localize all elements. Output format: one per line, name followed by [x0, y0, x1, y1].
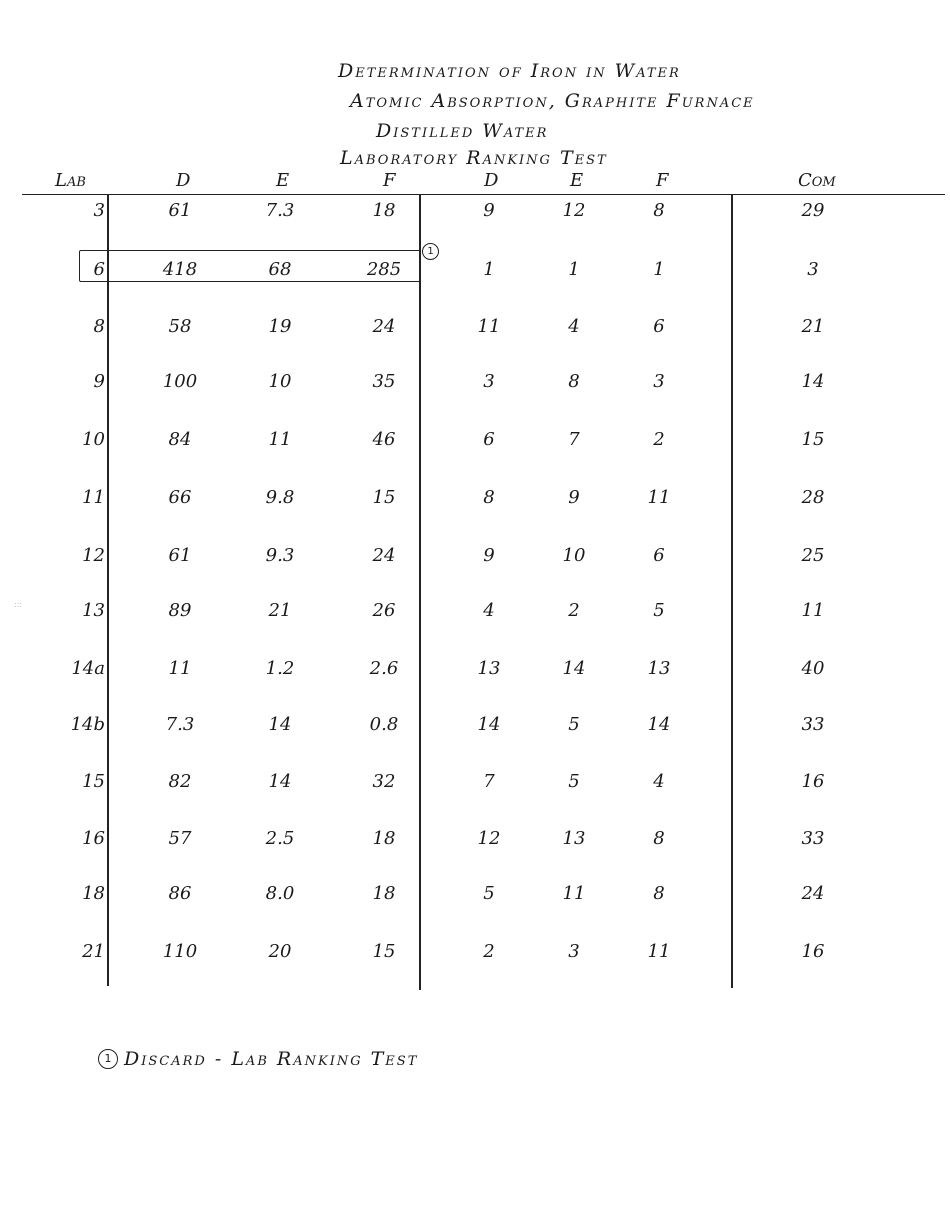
footnote-marker: 1: [98, 1049, 118, 1069]
cell-rank-e: 1: [568, 259, 580, 280]
cell-d: 66: [168, 487, 192, 508]
cell-rank-d: 14: [477, 714, 501, 735]
cell-d: 11: [168, 658, 192, 679]
cell-com: 16: [801, 941, 825, 962]
cell-e: 10: [268, 371, 292, 392]
divider-lab: [107, 194, 109, 986]
cell-e: 11: [268, 429, 292, 450]
cell-rank-e: 9: [568, 487, 580, 508]
cell-d: 58: [168, 316, 192, 337]
cell-d: 86: [168, 883, 192, 904]
header-d: D: [176, 170, 191, 191]
cell-e: 9.8: [265, 487, 295, 508]
cell-f: 2.6: [369, 658, 399, 679]
cell-e: 9.3: [265, 545, 295, 566]
scan-artifact: :::: [14, 600, 23, 609]
cell-rank-f: 1: [653, 259, 665, 280]
cell-rank-f: 2: [653, 429, 665, 450]
header-rule: [22, 194, 945, 195]
cell-rank-e: 4: [568, 316, 580, 337]
cell-d: 61: [168, 545, 192, 566]
header-f: F: [383, 170, 396, 191]
cell-com: 15: [801, 429, 825, 450]
cell-rank-f: 8: [653, 883, 665, 904]
cell-e: 14: [268, 714, 292, 735]
cell-e: 21: [268, 600, 292, 621]
header-rank-e: E: [570, 170, 584, 191]
header-rank-d: D: [484, 170, 499, 191]
cell-com: 29: [801, 200, 825, 221]
cell-rank-f: 6: [653, 545, 665, 566]
cell-f: 35: [372, 371, 396, 392]
cell-rank-f: 6: [653, 316, 665, 337]
cell-rank-d: 8: [483, 487, 495, 508]
cell-f: 0.8: [369, 714, 399, 735]
cell-d: 418: [162, 259, 198, 280]
cell-f: 285: [366, 259, 402, 280]
cell-f: 18: [372, 200, 396, 221]
cell-rank-d: 13: [477, 658, 501, 679]
cell-e: 8.0: [265, 883, 295, 904]
cell-com: 16: [801, 771, 825, 792]
cell-lab: 9: [93, 371, 105, 392]
title-line-1: Determination of Iron in Water: [338, 60, 681, 82]
cell-rank-e: 5: [568, 771, 580, 792]
cell-lab: 3: [93, 200, 105, 221]
cell-f: 24: [372, 316, 396, 337]
cell-e: 68: [268, 259, 292, 280]
title-line-2: Atomic Absorption, Graphite Furnace: [350, 90, 755, 112]
cell-rank-e: 3: [568, 941, 580, 962]
cell-rank-d: 7: [483, 771, 495, 792]
cell-lab: 11: [82, 487, 105, 508]
cell-d: 84: [168, 429, 192, 450]
cell-lab: 10: [82, 429, 105, 450]
cell-d: 110: [162, 941, 198, 962]
cell-rank-e: 10: [562, 545, 586, 566]
cell-rank-e: 14: [562, 658, 586, 679]
cell-rank-f: 4: [653, 771, 665, 792]
cell-d: 61: [168, 200, 192, 221]
cell-d: 89: [168, 600, 192, 621]
cell-com: 21: [801, 316, 825, 337]
cell-rank-e: 8: [568, 371, 580, 392]
divider-ranks: [731, 194, 733, 988]
cell-rank-d: 11: [477, 316, 501, 337]
footnote-text: Discard - Lab Ranking Test: [124, 1048, 419, 1070]
cell-rank-e: 2: [568, 600, 580, 621]
header-rank-f: F: [656, 170, 669, 191]
cell-rank-f: 13: [647, 658, 671, 679]
cell-e: 19: [268, 316, 292, 337]
cell-com: 33: [801, 828, 825, 849]
cell-e: 20: [268, 941, 292, 962]
cell-rank-d: 6: [483, 429, 495, 450]
cell-lab: 14b: [70, 714, 105, 735]
cell-lab: 6: [93, 259, 105, 280]
cell-com: 25: [801, 545, 825, 566]
header-com: Com: [798, 170, 836, 191]
cell-lab: 14a: [71, 658, 105, 679]
cell-rank-f: 11: [647, 941, 671, 962]
cell-f: 32: [372, 771, 396, 792]
cell-rank-f: 8: [653, 200, 665, 221]
cell-f: 15: [372, 487, 396, 508]
cell-rank-f: 14: [647, 714, 671, 735]
cell-com: 11: [801, 600, 825, 621]
cell-com: 24: [801, 883, 825, 904]
cell-d: 7.3: [165, 714, 195, 735]
cell-f: 46: [372, 429, 396, 450]
cell-com: 14: [801, 371, 825, 392]
cell-rank-e: 13: [562, 828, 586, 849]
cell-e: 2.5: [265, 828, 295, 849]
cell-e: 14: [268, 771, 292, 792]
cell-f: 18: [372, 828, 396, 849]
cell-rank-f: 8: [653, 828, 665, 849]
cell-rank-f: 5: [653, 600, 665, 621]
cell-com: 40: [801, 658, 825, 679]
cell-d: 100: [162, 371, 198, 392]
cell-lab: 21: [82, 941, 105, 962]
cell-d: 82: [168, 771, 192, 792]
cell-com: 28: [801, 487, 825, 508]
cell-f: 26: [372, 600, 396, 621]
cell-lab: 15: [82, 771, 105, 792]
cell-lab: 12: [82, 545, 105, 566]
cell-f: 18: [372, 883, 396, 904]
cell-lab: 16: [82, 828, 105, 849]
divider-results: [419, 194, 421, 990]
cell-f: 24: [372, 545, 396, 566]
cell-rank-f: 11: [647, 487, 671, 508]
cell-lab: 18: [82, 883, 105, 904]
cell-d: 57: [168, 828, 192, 849]
cell-rank-d: 9: [483, 200, 495, 221]
header-lab: Lab: [55, 170, 86, 191]
cell-lab: 13: [82, 600, 105, 621]
cell-rank-d: 5: [483, 883, 495, 904]
cell-rank-e: 5: [568, 714, 580, 735]
cell-rank-f: 3: [653, 371, 665, 392]
title-line-3: Distilled Water: [376, 120, 549, 142]
header-e: E: [276, 170, 290, 191]
cell-rank-d: 2: [483, 941, 495, 962]
footnote-marker-table: 1: [422, 243, 439, 260]
cell-rank-e: 11: [562, 883, 586, 904]
cell-rank-d: 1: [483, 259, 495, 280]
cell-rank-d: 4: [483, 600, 495, 621]
cell-lab: 8: [93, 316, 105, 337]
cell-f: 15: [372, 941, 396, 962]
cell-rank-d: 12: [477, 828, 501, 849]
cell-com: 33: [801, 714, 825, 735]
title-line-4: Laboratory Ranking Test: [340, 147, 608, 169]
cell-rank-d: 3: [483, 371, 495, 392]
cell-rank-e: 12: [562, 200, 586, 221]
cell-com: 3: [807, 259, 819, 280]
cell-e: 1.2: [265, 658, 295, 679]
cell-e: 7.3: [265, 200, 295, 221]
cell-rank-d: 9: [483, 545, 495, 566]
cell-rank-e: 7: [568, 429, 580, 450]
